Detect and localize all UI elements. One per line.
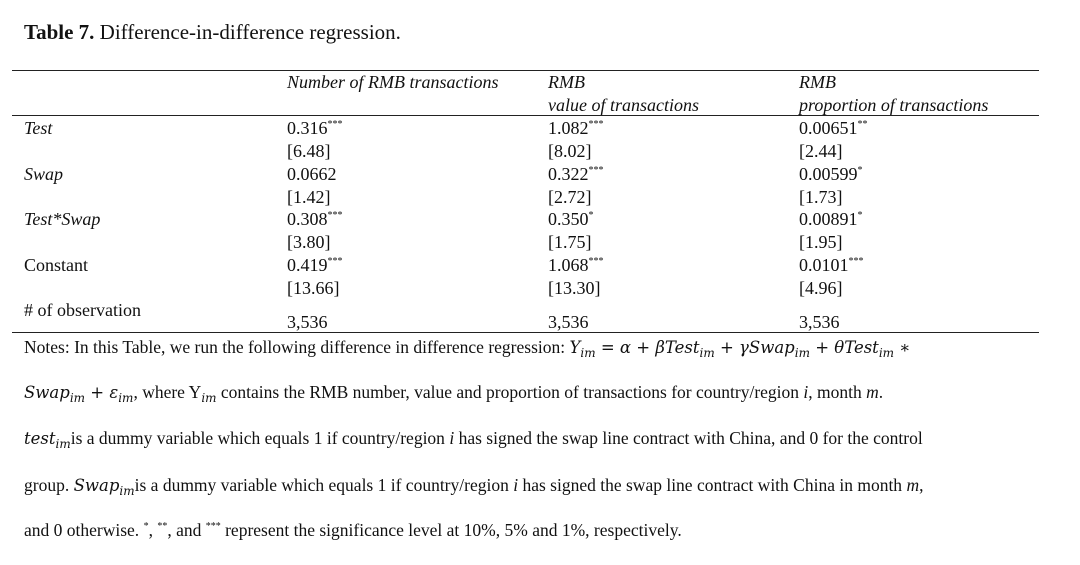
notes-line-5: and 0 otherwise. *, **, and *** represent the significance level at 10%, 5% and 1%, respectively. [24,520,682,540]
header-col3-line2: proportion of transactions [799,95,989,115]
notes-line-4: group. Swap$_{im}$is a dummy variable which equals 1 if country/region i has signed the swap line contract with China in month m, [24,475,924,498]
row-label-constant: Constant [24,255,89,275]
tstat-constant-col1: [13.66] [287,278,340,298]
row-label-test-swap: Test*Swap [24,209,101,229]
cell-obs-col2: 3,536 [548,312,589,332]
row-label-test: Test [24,118,53,138]
cell-test-col1: 0.316*** [287,118,343,138]
table-header-rule [12,115,1039,116]
cell-obs-col1: 3,536 [287,312,328,332]
cell-test-col3: 0.00651** [799,118,868,138]
notes-line-1: Notes: In this Table, we run the following difference in difference regression: $Y_{im} = \alpha$ + βTest$_{im}$ + γSwap$_{im}$ + θTest$_{im}$ ∗ [24,337,911,360]
table-label: Table 7. [24,20,95,44]
tstat-test-col1: [6.48] [287,141,331,161]
cell-constant-col2: 1.068*** [548,255,604,275]
tstat-test-col3: [2.44] [799,141,843,161]
notes-line-3: test$_{im}$is a dummy variable which equals 1 if country/region i has signed the swap line contract with China, and 0 for the control [24,428,923,451]
tstat-testswap-col1: [3.80] [287,232,331,252]
header-col2-line2: value of transactions [548,95,699,115]
header-col1: Number of RMB transactions [287,72,499,92]
cell-test-col2: 1.082*** [548,118,604,138]
cell-constant-col3: 0.0101*** [799,255,864,275]
tstat-swap-col2: [2.72] [548,187,592,207]
table-bottom-rule [12,332,1039,333]
tstat-swap-col1: [1.42] [287,187,331,207]
tstat-constant-col3: [4.96] [799,278,843,298]
cell-testswap-col3: 0.00891* [799,209,863,229]
table-title: Difference-in-difference regression. [99,20,401,44]
tstat-testswap-col2: [1.75] [548,232,592,252]
header-col2-line1: RMB [548,72,585,92]
regression-equation: $Y_{im} = \alpha$ + βTest$_{im}$ + γSwap$_{im}$ + θTest$_{im}$ ∗ [569,338,911,360]
notes-line-2: Swap$_{im}$ + $\varepsilon_{im}$, where $Y_{im}$ contains the RMB number, value and proportion of transactions for country/region i, month m. [24,382,884,405]
row-label-swap: Swap [24,164,64,184]
tstat-testswap-col3: [1.95] [799,232,843,252]
row-label-observations: # of observation [24,300,141,320]
table-caption [24,20,401,45]
cell-testswap-col2: 0.350* [548,209,594,229]
cell-swap-col2: 0.322*** [548,164,604,184]
cell-swap-col1: 0.0662 [287,164,337,184]
cell-swap-col3: 0.00599* [799,164,863,184]
tstat-test-col2: [8.02] [548,141,592,161]
cell-testswap-col1: 0.308*** [287,209,343,229]
header-col3-line1: RMB [799,72,836,92]
cell-obs-col3: 3,536 [799,312,840,332]
tstat-swap-col3: [1.73] [799,187,843,207]
cell-constant-col1: 0.419*** [287,255,343,275]
table-top-rule [12,70,1039,71]
tstat-constant-col2: [13.30] [548,278,601,298]
